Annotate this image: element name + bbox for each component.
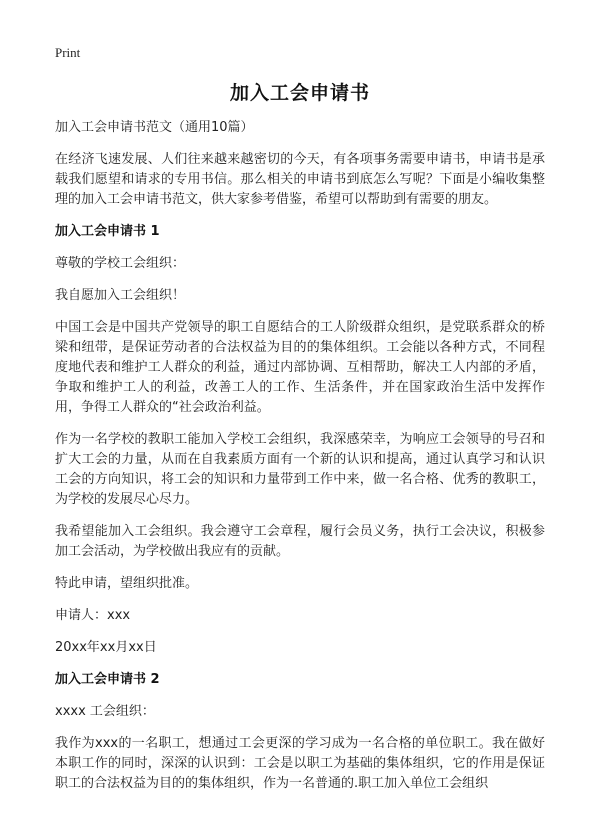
section-1-greeting: 尊敬的学校工会组织： (55, 256, 186, 271)
section-1-paragraph: 我希望能加入工会组织。我会遵守工会章程，履行会员义务，执行工会决议，积极参加工会活动，为学校做出我应有的贡献。 (55, 524, 545, 559)
print-link[interactable]: Print (55, 45, 81, 60)
document-body (55, 118, 545, 806)
page-title: 加入工会申请书 (229, 82, 370, 104)
section-2-heading: 加入工会申请书 2 (55, 672, 160, 687)
section-1-closing: 特此申请，望组织批准。 (55, 576, 199, 591)
section-1-heading: 加入工会申请书 1 (55, 224, 160, 239)
section-1-date: 20xx年xx月xx日 (55, 640, 157, 655)
section-1-paragraph: 作为一名学校的教职工能加入学校工会组织，我深感荣幸，为响应工会领导的号召和扩大工会的力量，从而在自我素质方面有一个新的认识和提高，通过认真学习和认识工会的方向知识，将工会的知识和力量带到工作中来，做一名合格、优秀的教职工，为学校的发展尽心尽力。 (55, 432, 545, 507)
section-1-paragraph: 中国工会是中国共产党领导的职工自愿结合的工人阶级群众组织，是党联系群众的桥梁和纽带，是保证劳动者的合法权益为目的的集体组织。工会能以各种方式，不同程度地代表和维护工人群众的利益，通过内部协调、互相帮助，解决工人内部的矛盾，争取和维护工人的利益，改善工人的工作、生活条件，并在国家政治生活中发挥作用，争得工人群众的“社会政治利益。 (55, 320, 545, 415)
section-2-paragraph: 我作为xxx的一名职工，想通过工会更深的学习成为一名合格的单位职工。我在做好本职工作的同时，深深的认识到：工会是以职工为基础的集体组织，它的作用是保证职工的合法权益为目的的集体组织，作为一名普通的.职工加入单位工会组织 (55, 736, 545, 791)
section-1-line: 我自愿加入工会组织！ (55, 288, 186, 303)
section-1-applicant: 申请人：xxx (55, 608, 131, 623)
section-2-greeting: xxxx 工会组织： (55, 704, 155, 719)
document-subtitle: 加入工会申请书范文（通用10篇） (55, 120, 254, 135)
intro-paragraph: 在经济飞速发展、人们往来越来越密切的今天，有各项事务需要申请书，申请书是承载我们愿望和请求的专用书信。那么相关的申请书到底怎么写呢？下面是小编收集整理的加入工会申请书范文，供大家参考借鉴，希望可以帮助到有需要的朋友。 (55, 152, 545, 207)
